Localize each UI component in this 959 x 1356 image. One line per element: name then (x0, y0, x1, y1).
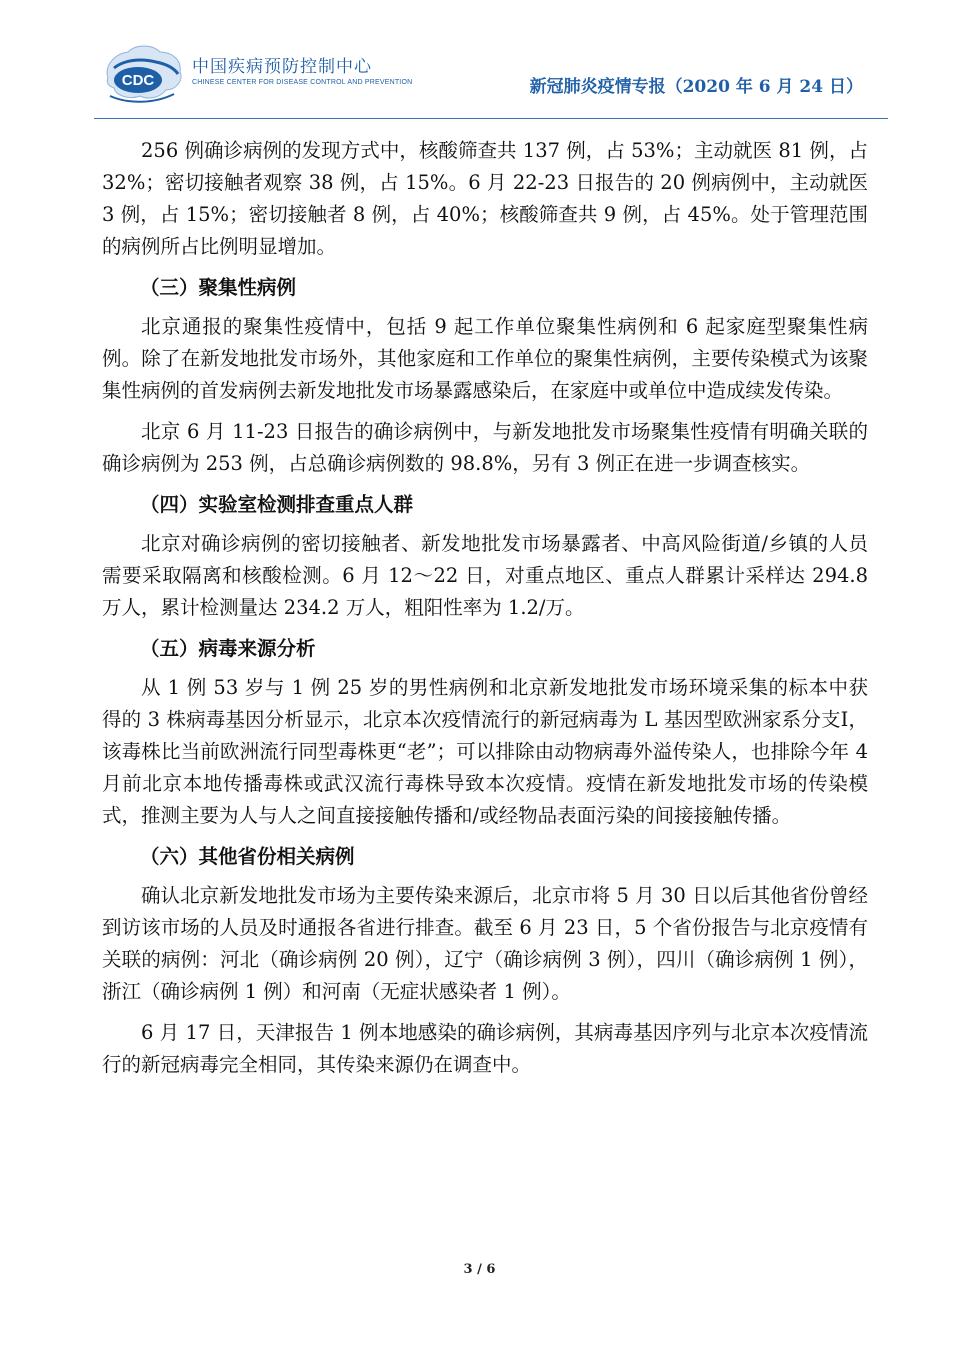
page-header (0, 0, 959, 122)
paragraph-detection-methods: 256 例确诊病例的发现方式中，核酸筛查共 137 例，占 53%；主动就医 81 例，占 32%；密切接触者观察 38 例，占 15%。6 月 22-23 日报告的 20 例病例中，主动就医 3 例，占 15%；密切接触者 8 例，占 40%；核酸筛查共 9 例，占 45%。处于管理范围的病例所占比例明显增加。 (102, 139, 868, 258)
paragraph-cluster-linkage: 北京 6 月 11-23 日报告的确诊病例中，与新发地批发市场聚集性疫情有明确关联的确诊病例为 253 例，占总确诊病例数的 98.8%，另有 3 例正在进一步调查核实。 (102, 420, 868, 475)
paragraph-cluster-overview: 北京通报的聚集性疫情中，包括 9 起工作单位聚集性病例和 6 起家庭型聚集性病例。除了在新发地批发市场外，其他家庭和工作单位的聚集性病例，主要传染模式为该聚集性病例的首发病例去新发地批发市场暴露感染后，在家庭中或单位中造成续发传染。 (102, 315, 868, 402)
org-name-cn: 中国疾病预防控制中心 (192, 57, 372, 77)
page-number: 3 / 6 (463, 1262, 496, 1277)
report-title: 新冠肺炎疫情专报（2020 年 6 月 24 日） (529, 77, 863, 97)
paragraph-other-provinces: 确认北京新发地批发市场为主要传染来源后，北京市将 5 月 30 日以后其他省份曾经到访该市场的人员及时通报各省进行排查。截至 6 月 23 日，5 个省份报告与北京疫情有关联的病例：河北（确诊病例 20 例），辽宁（确诊病例 3 例），四川（确诊病例 1 例），浙江（确诊病例 1 例）和河南（无症状感染者 1 例）。 (102, 884, 868, 1003)
paragraph-tianjin-case: 6 月 17 日，天津报告 1 例本地感染的确诊病例，其病毒基因序列与北京本次疫情流行的新冠病毒完全相同，其传染来源仍在调查中。 (102, 1021, 868, 1076)
cdc-logo (100, 38, 186, 108)
document-body (102, 135, 868, 1090)
section-heading-virus-source: （五）病毒来源分析 (140, 637, 316, 660)
section-heading-other-provinces: （六）其他省份相关病例 (140, 845, 355, 868)
header-divider (94, 118, 888, 119)
paragraph-lab-testing: 北京对确诊病例的密切接触者、新发地批发市场暴露者、中高风险街道/乡镇的人员需要采取隔离和核酸检测。6 月 12～22 日，对重点地区、重点人群累计采样达 294.8 万人，累计检测量达 234.2 万人，粗阳性率为 1.2/万。 (102, 532, 868, 619)
org-name-en: CHINESE CENTER FOR DISEASE CONTROL AND PREVENTION (192, 79, 413, 86)
svg-text:CDC: CDC (121, 72, 155, 89)
section-heading-lab-testing: （四）实验室检测排查重点人群 (140, 493, 414, 516)
section-heading-cluster-cases: （三）聚集性病例 (140, 276, 297, 299)
paragraph-virus-source: 从 1 例 53 岁与 1 例 25 岁的男性病例和北京新发地批发市场环境采集的标本中获得的 3 株病毒基因分析显示，北京本次疫情流行的新冠病毒为 L 基因型欧洲家系分支Ⅰ，该毒株比当前欧洲流行同型毒株更“老”；可以排除由动物病毒外溢传染人，也排除今年 4 月前北京本地传播毒株或武汉流行毒株导致本次疫情。疫情在新发地批发市场的传染模式，推测主要为人与人之间直接接触传播和/或经物品表面污染的间接接触传播。 (102, 676, 868, 827)
